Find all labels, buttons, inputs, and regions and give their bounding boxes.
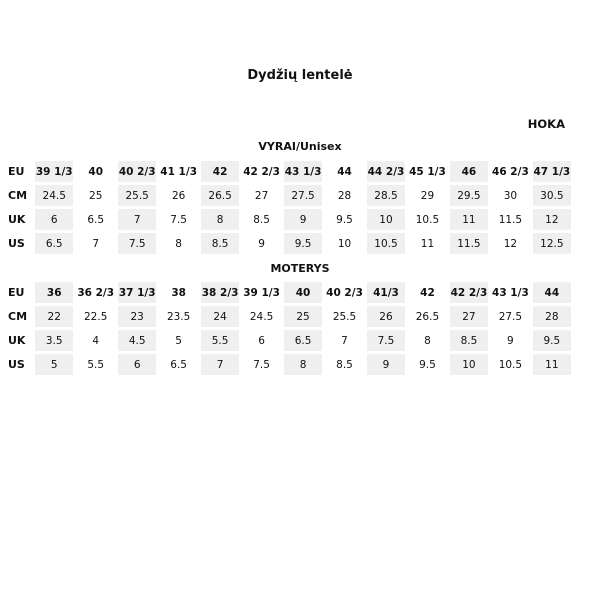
- table-cell: 10.5: [367, 233, 405, 254]
- table-cell: 39 1/3: [35, 161, 73, 182]
- table-cell: 10: [367, 209, 405, 230]
- table-cell: 36: [35, 282, 73, 303]
- table-cell: 8.5: [201, 233, 239, 254]
- table-cell: 8.5: [336, 358, 353, 371]
- row-label: CM: [8, 310, 28, 323]
- table-cell: 11: [450, 209, 488, 230]
- table-cell: 7: [92, 237, 100, 250]
- table-cell: 8: [424, 334, 431, 347]
- table-cell: 23: [118, 306, 156, 327]
- table-cell: 28: [337, 189, 352, 202]
- table-row: [5, 354, 571, 375]
- table-cell: 11: [533, 354, 571, 375]
- brand-label: HOKA: [527, 117, 565, 131]
- table-cell: 9.5: [284, 233, 322, 254]
- table-cell: 29: [420, 189, 435, 202]
- table-cell: 24.5: [35, 185, 73, 206]
- table-cell: 28.5: [367, 185, 405, 206]
- table-cell: 26.5: [201, 185, 239, 206]
- table-cell: 42: [201, 161, 239, 182]
- table-cell: 42 2/3: [243, 165, 280, 178]
- table-cell: 38 2/3: [201, 282, 239, 303]
- table-cell: 40 2/3: [326, 286, 363, 299]
- table-cell: 44: [533, 282, 571, 303]
- table-cell: 5.5: [87, 358, 105, 371]
- table-cell: 10.5: [415, 213, 440, 226]
- table-cell: 5: [175, 334, 182, 347]
- table-cell: 42: [420, 286, 435, 299]
- table-cell: 10.5: [498, 358, 523, 371]
- table-cell: 12: [533, 209, 571, 230]
- table-cell: 8: [284, 354, 322, 375]
- table-cell: 25.5: [118, 185, 156, 206]
- table-row: [5, 209, 571, 230]
- table-cell: 43 1/3: [492, 286, 529, 299]
- table-cell: 9.5: [336, 213, 353, 226]
- table-cell: 5.5: [201, 330, 239, 351]
- table-cell: 10: [337, 237, 352, 250]
- row-label: CM: [8, 189, 28, 202]
- table-cell: 9: [284, 209, 322, 230]
- table-cell: 40: [284, 282, 322, 303]
- row-label: EU: [8, 165, 25, 178]
- table-cell: 6.5: [87, 213, 105, 226]
- table-cell: 26: [171, 189, 186, 202]
- table-cell: 6: [35, 209, 73, 230]
- table-cell: 38: [171, 286, 186, 299]
- table-cell: 4.5: [118, 330, 156, 351]
- table-cell: 5: [35, 354, 73, 375]
- table-cell: 3.5: [35, 330, 73, 351]
- table-cell: 27: [254, 189, 269, 202]
- table-cell: 41/3: [367, 282, 405, 303]
- table-cell: 27: [450, 306, 488, 327]
- table-cell: 28: [533, 306, 571, 327]
- table-cell: 7.5: [367, 330, 405, 351]
- table-cell: 25.5: [332, 310, 357, 323]
- table-cell: 9: [367, 354, 405, 375]
- table-cell: 26: [367, 306, 405, 327]
- table-cell: 22.5: [84, 310, 108, 323]
- table-row: [5, 233, 571, 254]
- table-cell: 7: [341, 334, 348, 347]
- table-cell: 11: [420, 237, 435, 250]
- size-table-women: [5, 282, 571, 378]
- table-cell: 8: [201, 209, 239, 230]
- table-cell: 44 2/3: [367, 161, 405, 182]
- table-cell: 6: [118, 354, 156, 375]
- table-cell: 27.5: [284, 185, 322, 206]
- table-cell: 10: [450, 354, 488, 375]
- table-cell: 23.5: [166, 310, 191, 323]
- table-cell: 6: [258, 334, 265, 347]
- row-label: UK: [8, 213, 26, 226]
- size-table-men: [5, 161, 571, 257]
- table-cell: 6.5: [284, 330, 322, 351]
- table-cell: 4: [92, 334, 100, 347]
- table-cell: 46: [450, 161, 488, 182]
- row-label: US: [8, 237, 25, 250]
- table-cell: 26.5: [415, 310, 440, 323]
- table-cell: 8.5: [450, 330, 488, 351]
- table-cell: 43 1/3: [284, 161, 322, 182]
- table-cell: 7.5: [118, 233, 156, 254]
- section-title-men: VYRAI/Unisex: [258, 140, 342, 153]
- table-cell: 45 1/3: [409, 165, 446, 178]
- table-cell: 41 1/3: [160, 165, 197, 178]
- table-cell: 24: [201, 306, 239, 327]
- table-cell: 30.5: [533, 185, 571, 206]
- table-cell: 36 2/3: [77, 286, 115, 299]
- table-cell: 9.5: [533, 330, 571, 351]
- section-title-women: MOTERYS: [270, 262, 330, 275]
- table-row: [5, 330, 571, 351]
- table-cell: 44: [337, 165, 352, 178]
- table-cell: 9.5: [419, 358, 436, 371]
- page-title: Dydžių lentelė: [247, 68, 353, 83]
- row-label: EU: [8, 286, 25, 299]
- table-cell: 6.5: [35, 233, 73, 254]
- table-cell: 11.5: [498, 213, 523, 226]
- table-cell: 11.5: [450, 233, 488, 254]
- table-cell: 6.5: [170, 358, 187, 371]
- table-cell: 12: [503, 237, 518, 250]
- table-cell: 39 1/3: [243, 286, 280, 299]
- table-cell: 27.5: [498, 310, 523, 323]
- table-row: [5, 161, 571, 182]
- table-cell: 37 1/3: [118, 282, 156, 303]
- row-label: UK: [8, 334, 26, 347]
- table-cell: 9: [507, 334, 514, 347]
- table-cell: 12.5: [533, 233, 571, 254]
- table-row: [5, 282, 571, 303]
- table-row: [5, 306, 571, 327]
- table-cell: 7.5: [253, 358, 270, 371]
- table-cell: 9: [258, 237, 265, 250]
- table-cell: 40: [88, 165, 104, 178]
- table-row: [5, 185, 571, 206]
- row-label: US: [8, 358, 25, 371]
- table-cell: 25: [284, 306, 322, 327]
- table-cell: 22: [35, 306, 73, 327]
- table-cell: 24.5: [249, 310, 274, 323]
- table-cell: 8.5: [253, 213, 270, 226]
- table-cell: 47 1/3: [533, 161, 571, 182]
- table-cell: 7: [118, 209, 156, 230]
- table-cell: 46 2/3: [492, 165, 529, 178]
- table-cell: 8: [175, 237, 182, 250]
- table-cell: 7.5: [170, 213, 187, 226]
- table-cell: 25: [89, 189, 103, 202]
- table-cell: 29.5: [450, 185, 488, 206]
- table-cell: 7: [201, 354, 239, 375]
- table-cell: 30: [503, 189, 518, 202]
- table-cell: 42 2/3: [450, 282, 488, 303]
- table-cell: 40 2/3: [118, 161, 156, 182]
